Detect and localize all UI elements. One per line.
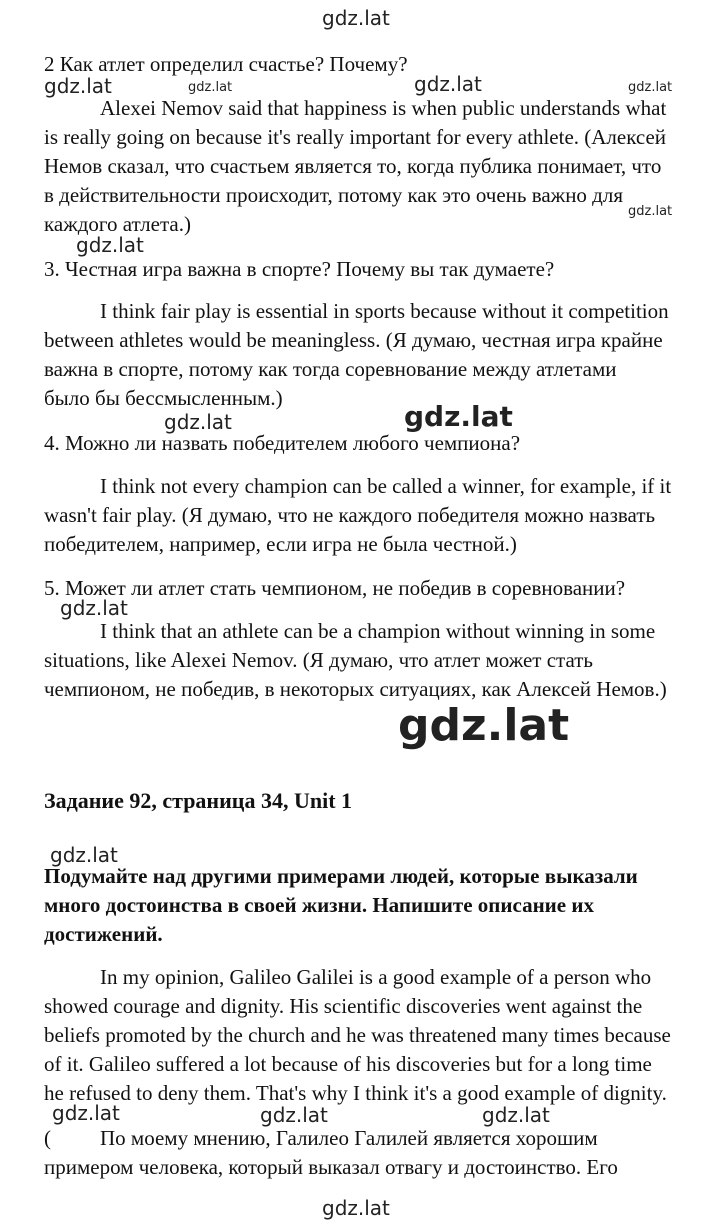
answer-line: he refused to deny them. That's why I think it's a good example of dignity.	[44, 1081, 667, 1105]
answer-line: is really going on because it's really important for every athlete. (Алексей	[44, 125, 667, 149]
watermark: gdz.lat	[628, 204, 673, 219]
answer-line: было бы бессмысленным.)	[44, 386, 283, 410]
answer-line: примером человека, который выказал отвагу и достоинство. Его	[44, 1155, 618, 1179]
answer-line: wasn't fair play. (Я думаю, что не каждого победителя можно назвать	[44, 503, 656, 527]
answer-line: в действительности происходит, потому как это очень важно для	[44, 183, 624, 207]
answer-line: Alexei Nemov said that happiness is when public understands what	[100, 96, 667, 120]
watermark: gdz.lat	[50, 843, 118, 867]
watermark: gdz.lat	[414, 72, 482, 96]
answer-line: beliefs promoted by the church and he was threatened many times because	[44, 1023, 671, 1047]
question-4: 4. Можно ли назвать победителем любого чемпиона?	[44, 431, 521, 455]
watermark: gdz.lat	[44, 74, 112, 98]
answer-line: чемпионом, не победив, в некоторых ситуациях, как Алексей Немов.)	[44, 677, 667, 701]
watermark: gdz.lat	[52, 1101, 120, 1125]
watermark: gdz.lat	[322, 1196, 390, 1220]
watermark: gdz.lat	[60, 596, 128, 620]
answer-line: I think not every champion can be called a winner, for example, if it	[100, 474, 672, 498]
answer-line: I think that an athlete can be a champion without winning in some	[100, 619, 656, 643]
watermark: gdz.lat	[628, 80, 673, 95]
answer-line: важна в спорте, потому как тогда соревнование между атлетами	[44, 357, 617, 381]
watermark: gdz.lat	[404, 400, 513, 433]
answer-line: of it. Galileo suffered a lot because of his discoveries but for a long time	[44, 1052, 652, 1076]
answer-line: I think fair play is essential in sports because without it competition	[100, 299, 669, 323]
answer-line: between athletes would be meaningless. (Я думаю, честная игра крайне	[44, 328, 663, 352]
watermark: gdz.lat	[76, 233, 144, 257]
question-3: 3. Честная игра важна в спорте? Почему вы так думаете?	[44, 257, 555, 281]
question-2: 2 Как атлет определил счастье? Почему?	[44, 52, 408, 76]
question-5: 5. Может ли атлет стать чемпионом, не победив в соревновании?	[44, 576, 626, 600]
watermark: gdz.lat	[260, 1103, 328, 1127]
answer-line: In my opinion, Galileo Galilei is a good example of a person who	[100, 965, 652, 989]
answer-line: Немов сказал, что счастьем является то, когда публика понимает, что	[44, 154, 662, 178]
answer-line: По моему мнению, Галилео Галилей является хорошим	[100, 1126, 598, 1150]
answer-line: каждого атлета.)	[44, 212, 191, 236]
answer-line: победителем, например, если игра не была честной.)	[44, 532, 517, 556]
watermark: gdz.lat	[164, 410, 232, 434]
task-prompt-line: Подумайте над другими примерами людей, которые выказали	[44, 864, 638, 888]
watermark: gdz.lat	[482, 1103, 550, 1127]
task-prompt-line: много достоинства в своей жизни. Напишите описание их	[44, 893, 594, 917]
answer-line: showed courage and dignity. His scientific discoveries went against the	[44, 994, 643, 1018]
watermark: gdz.lat	[398, 700, 570, 751]
answer-line: situations, like Alexei Nemov. (Я думаю, что атлет может стать	[44, 648, 593, 672]
task-heading: Задание 92, страница 34, Unit 1	[44, 788, 353, 813]
watermark: gdz.lat	[322, 6, 390, 30]
watermark: gdz.lat	[188, 80, 233, 95]
task-prompt-line: достижений.	[44, 922, 163, 946]
answer-line: (	[44, 1126, 51, 1150]
